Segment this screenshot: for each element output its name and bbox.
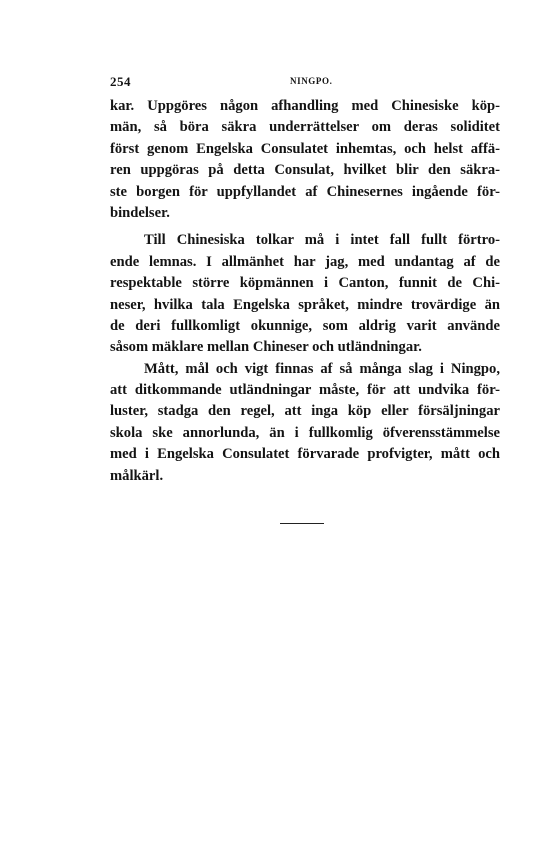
- paragraph: [110, 230, 500, 358]
- text-line: respektable större köpmännen i Canton, funnit de Chi-: [110, 275, 500, 292]
- running-head: NINGPO.: [290, 76, 333, 86]
- text-line: att ditkommande utländningar måste, för att undvika för-: [110, 382, 500, 399]
- text-line: de deri fullkomligt okunnige, som aldrig varit använde: [110, 317, 500, 334]
- body-text: [110, 96, 500, 487]
- section-divider-rule: [280, 523, 324, 524]
- text-line: Till Chinesiska tolkar må i intet fall fullt förtro-: [144, 232, 500, 249]
- text-line: neser, hvilka tala Engelska språket, mindre trovärdige än: [110, 296, 500, 313]
- text-line: kar. Uppgöres någon afhandling med Chinesiske köp-: [110, 98, 500, 114]
- page-header: [110, 74, 500, 92]
- text-line: luster, stadga den regel, att inga köp eller försäljningar: [110, 403, 500, 420]
- text-line: såsom mäklare mellan Chineser och utländningar.: [110, 339, 422, 356]
- text-line: ren uppgöras på detta Consulat, hvilket blir den säkra-: [110, 162, 500, 179]
- page-number: 254: [110, 74, 131, 89]
- text-line: först genom Engelska Consulatet inhemtas, och helst affä-: [110, 140, 500, 157]
- paragraph: [110, 359, 500, 487]
- text-line: med i Engelska Consulatet förvarade profvigter, mått och: [110, 446, 500, 463]
- text-line: ende lemnas. I allmänhet har jag, med undantag af de: [110, 253, 500, 270]
- text-line: skola ske annorlunda, än i fullkomlig öfverensstämmelse: [110, 424, 500, 441]
- text-line: ste borgen för uppfyllandet af Chinesernes ingående för-: [110, 183, 500, 200]
- text-line: målkärl.: [110, 467, 164, 484]
- text-line: män, så böra säkra underrättelser om deras soliditet: [110, 119, 500, 136]
- paragraph: [110, 96, 500, 224]
- text-line: Mått, mål och vigt finnas af så många slag i Ningpo,: [144, 360, 500, 377]
- text-line: bindelser.: [110, 204, 170, 221]
